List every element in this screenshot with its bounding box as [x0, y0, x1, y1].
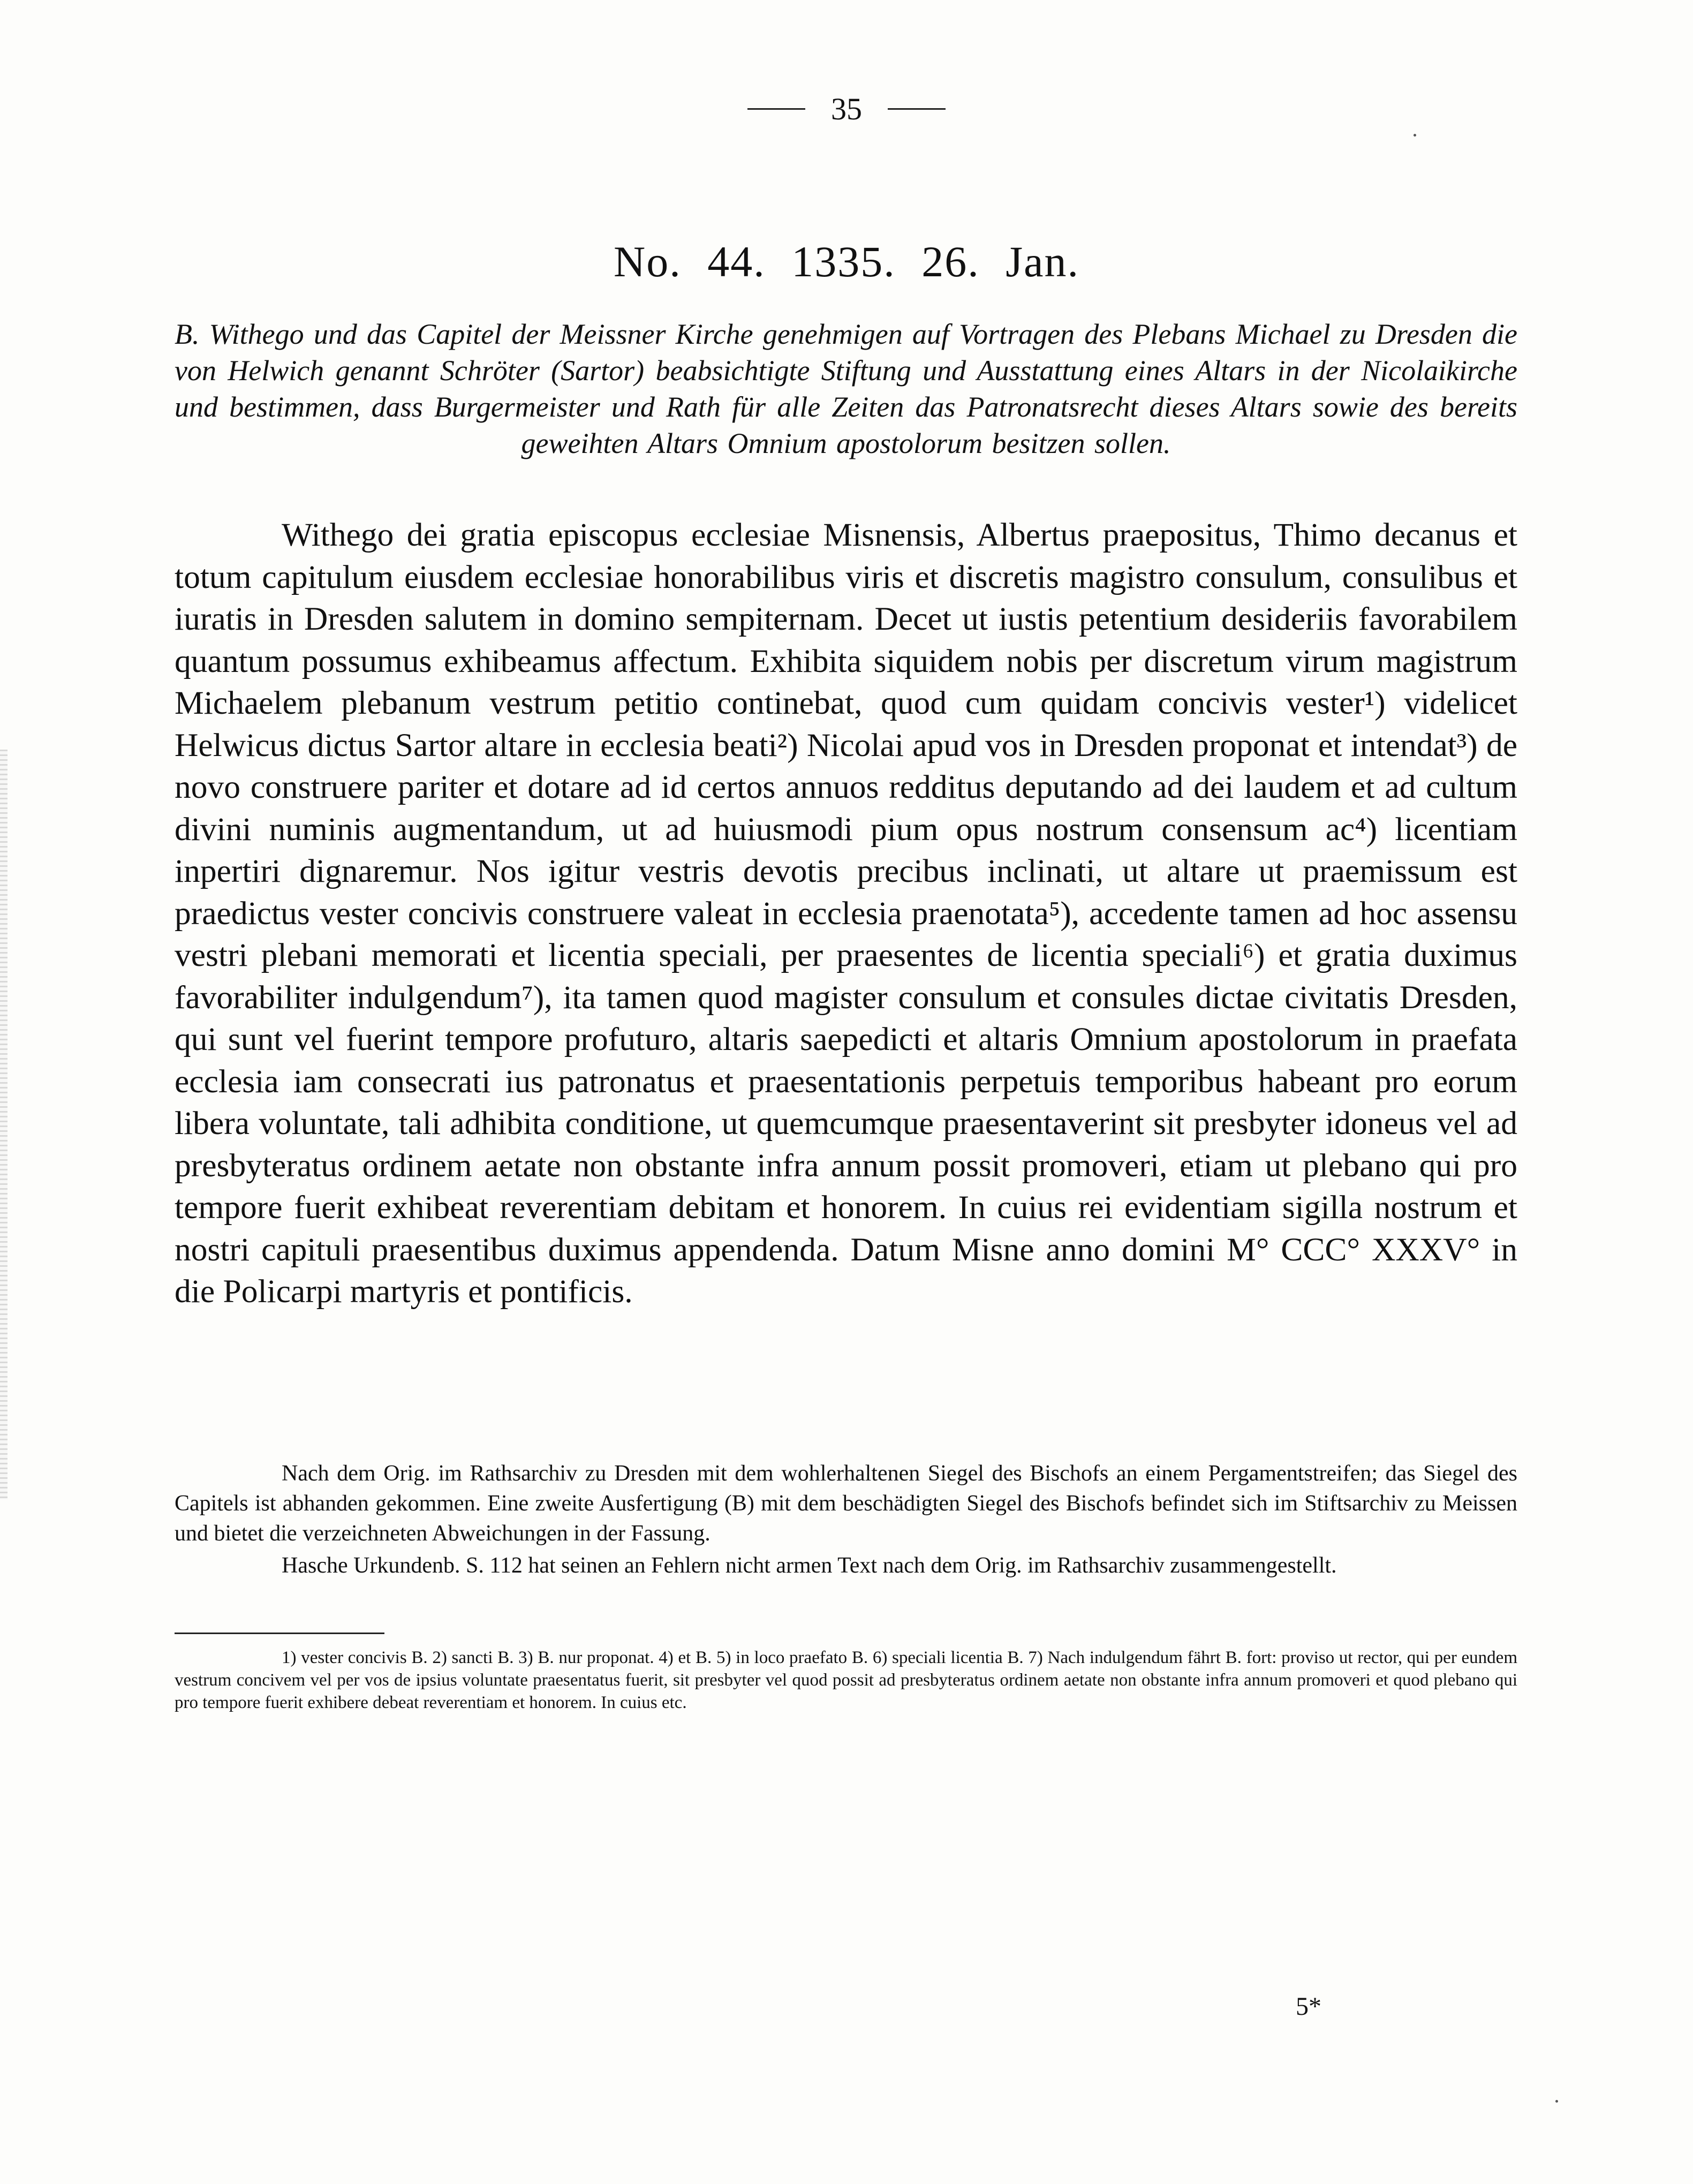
running-header	[0, 91, 1693, 127]
header-dash-left	[747, 108, 805, 110]
scan-speck	[1414, 134, 1416, 137]
footnotes: 1) vester concivis B. 2) sancti B. 3) B. nur proponat. 4) et B. 5) in loco praefato B. 6) speciali licentia B. 7) Nach indulgendum fährt B. fort: proviso ut rector, qui per eundem vestrum concivem vel per vos de ipsius voluntate praesentatus fuerit, sit presbyter vel quod possit ad presbyteratus ordinem aetate non obstante infra annum promoveri et quod plebano qui pro tempore fuerit exhibere debeat reverentiam et honorem. In cuius etc.	[175, 1648, 1517, 1712]
page-number: 35	[831, 92, 862, 126]
source-note-edition: Hasche Urkundenb. S. 112 hat seinen an Fehlern nicht armen Text nach dem Orig. im Rathsarchiv zusammengestellt.	[282, 1553, 1337, 1578]
source-note-original: Nach dem Orig. im Rathsarchiv zu Dresden mit dem wohlerhaltenen Siegel des Bischofs an einem Pergamentstreifen; das Siegel des Capitels ist abhanden gekommen. Eine zweite Ausfertigung (B) mit dem beschädigten Siegel des Bischofs befindet sich im Stiftsarchiv zu Meissen und bietet die verzeichneten Abweichungen in der Fassung.	[175, 1461, 1517, 1546]
signature-mark: 5*	[1296, 1992, 1321, 2021]
document-title: No. 44. 1335. 26. Jan.	[613, 237, 1080, 286]
footnote-rule	[175, 1633, 384, 1634]
header-dash-right	[888, 108, 946, 110]
regest-summary: B. Withego und das Capitel der Meissner Kirche genehmigen auf Vortragen des Plebans Michael zu Dresden die von Helwich genannt Schröter (Sartor) beabsichtigte Stiftung und Ausstattung eines Altars in der Nicolaikirche und bestimmen, dass Burgermeister und Rath für alle Zeiten das Patronatsrecht dieses Altars sowie des bereits geweihten Altars Omnium apostolorum besitzen sollen.	[175, 318, 1517, 459]
scan-speck	[1555, 2100, 1558, 2103]
charter-text: Withego dei gratia episcopus ecclesiae Misnensis, Albertus praepositus, Thimo decanus et totum capitulum eiusdem ecclesiae honorabilibus viris et discretis magistro consulum, consulibus et iuratis in Dresden salutem in domino sempiternam. Decet ut iustis petentium desideriis favorabilem quantum possumus exhibeamus affectum. Exhibita siquidem nobis per discretum virum magistrum Michaelem plebanum vestrum petitio continebat, quod cum quidam concivis vester¹) videlicet Helwicus dictus Sartor altare in ecclesia beati²) Nicolai apud vos in Dresden proponat et intendat³) de novo construere pariter et dotare ad id certos annuos redditus deputando ad dei laudem et ad cultum divini numinis augmentandum, ut ad huiusmodi pium opus nostrum consensum ac⁴) licentiam inpertiri dignaremur. Nos igitur vestris devotis precibus inclinati, ut altare ut praemissum est praedictus vester concivis construere valeat in ecclesia praenotata⁵), accedente tamen ad hoc assensu vestri plebani memorati et licentia speciali, per praesentes de licentia speciali⁶) et gratia duximus favorabiliter indulgendum⁷), ita tamen quod magister consulum et consules dictae civitatis Dresden, qui sunt vel fuerint tempore profuturo, altaris saepedicti et altaris Omnium apostolorum in praefata ecclesia iam consecrati ius patronatus et praesentationis perpetuis temporibus habeant pro eorum libera voluntate, tali adhibita conditione, ut quemcumque praesentaverint sit presbyter idoneus vel ad presbyteratus ordinem aetate non obstante infra annum possit promoveri, etiam ut plebano qui pro tempore fuerit exhibeat reverentiam debitam et honorem. In cuius rei evidentiam sigilla nostrum et nostri capituli praesentibus duximus appendenda. Datum Misne anno domini M° CCC° XXXV° in die Policarpi martyris et pontificis.	[175, 517, 1517, 1310]
scan-edge-artifact	[0, 750, 7, 1499]
